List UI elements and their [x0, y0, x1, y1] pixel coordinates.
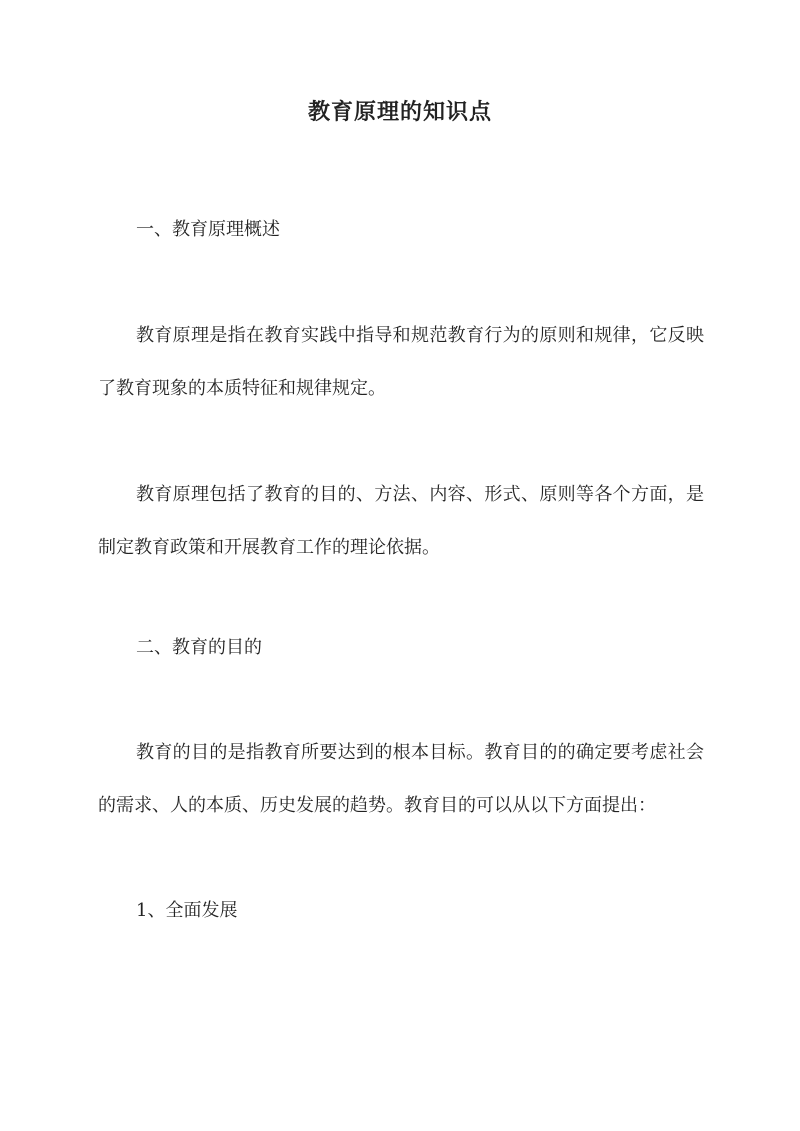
paragraph-overview-definition: 教育原理是指在教育实践中指导和规范教育行为的原则和规律，它反映了教育现象的本质特征和规律规定。 [98, 325, 704, 399]
document-title: 教育原理的知识点 [307, 99, 492, 125]
section-heading-purpose: 二、教育的目的 [136, 637, 262, 658]
paragraph-overview-scope: 教育原理包括了教育的目的、方法、内容、形式、原则等各个方面，是制定教育政策和开展教育工作的理论依据。 [98, 484, 704, 558]
section-heading-overview: 一、教育原理概述 [136, 219, 280, 240]
subheading-all-round-development: 1、全面发展 [136, 900, 238, 921]
paragraph-purpose-definition: 教育的目的是指教育所要达到的根本目标。教育目的的确定要考虑社会的需求、人的本质、历史发展的趋势。教育目的可以从以下方面提出： [98, 742, 704, 816]
